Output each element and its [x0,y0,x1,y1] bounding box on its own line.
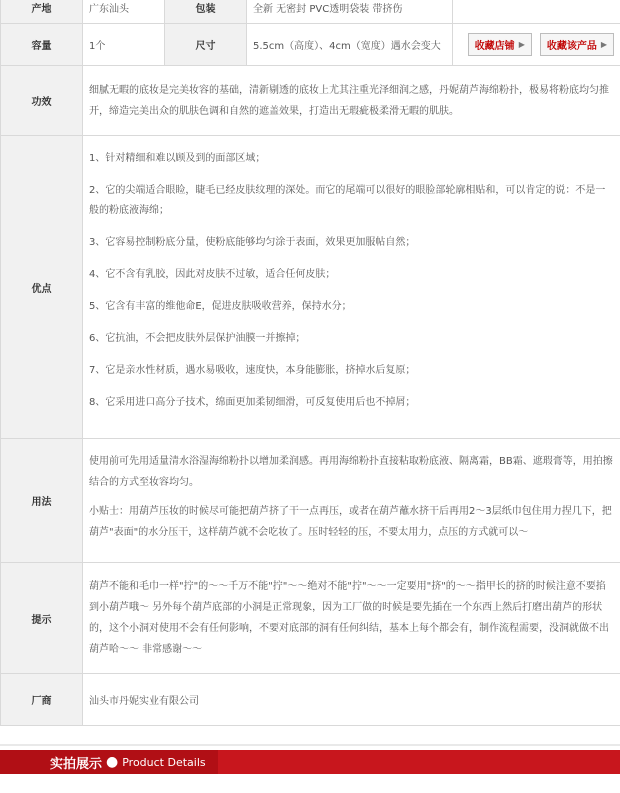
size-value: 5.5cm（高度）、4cm（宽度）遇水会变大 [247,24,453,66]
advantage-item: 3、它容易控制粉底分量，使粉底能够均匀涂于表面，效果更加服帖自然； [89,237,416,248]
row-effect [1,66,620,136]
origin-label: 产地 [1,0,83,24]
favorite-product-button[interactable] [540,33,614,56]
favorite-product-label: 收藏该产品 [546,41,597,52]
divider [0,744,620,746]
advantages-list [83,136,620,439]
maker-label: 厂商 [1,674,83,726]
capacity-label: 容量 [1,24,83,66]
advantage-item: 5、它含有丰富的维他命E，促进皮肤吸收营养，保持水分； [89,301,352,312]
arrow-right-icon: ▶ [600,40,607,49]
favorite-shop-button[interactable] [468,33,532,56]
tips-text: 葫芦不能和毛巾一样"拧"的～～千万不能"拧"～～绝对不能"拧"～～一定要用"挤"的～～指甲长的挤的时候注意不要掐到小葫芦哦～ 另外每个葫芦底部的小洞是正常现象，因为工厂做的时候是要先插在一个东西上然后打磨出葫芦的形状的，这个小洞对使用不会有任何影响，不要对底部的洞有任何纠结，基本上每个都会有，制作流程需要，没洞就做不出葫芦哈～～ 非常感谢～～ [83,563,620,674]
section-banner [0,750,620,774]
row-usage [1,439,620,563]
arrow-right-icon: ▶ [518,40,525,49]
advantages-label: 优点 [1,136,83,439]
advantage-item: 7、它是亲水性材质，遇水易吸收，速度快，本身能膨胀，挤掉水后复原； [89,365,416,376]
row-origin [1,0,620,24]
banner-title-cn: 实拍展示 [50,756,103,772]
favorite-shop-label: 收藏店铺 [474,41,515,52]
favorite-buttons [459,33,614,56]
advantage-item: 8、它采用进口高分子技术，绵面更加柔韧细滑，可反复使用后也不掉屑； [89,397,416,408]
package-label: 包装 [165,0,247,24]
maker-value: 汕头市丹妮实业有限公司 [83,674,620,726]
tips-label: 提示 [1,563,83,674]
row-capacity [1,24,620,66]
row-tips [1,563,620,674]
row-maker [1,674,620,726]
favorite-buttons-cell [453,24,620,66]
effect-text: 细腻无暇的底妆是完美妆容的基础，清新剔透的底妆上尤其注重光泽细润之感，丹妮葫芦海绵粉扑，极易将粉底均匀推开，缔造完美出众的肌肤色调和自然的遮盖效果，打造出无瑕疵极柔滑无暇的肌肤。 [83,66,620,136]
capacity-value: 1个 [83,24,165,66]
effect-label: 功效 [1,66,83,136]
banner-title-en: Product Details [122,755,206,769]
row-advantages [1,136,620,439]
size-label: 尺寸 [165,24,247,66]
usage-tip-paragraph: 小贴士：用葫芦压妆的时候尽可能把葫芦挤了干一点再压，或者在葫芦蘸水挤干后再用2～3层纸巾包住用力捏几下，把葫芦"表面"的水分压干，这样葫芦就不会吃妆了。压时轻轻的压，不要太用力，点压的方式就可以～ [89,505,612,538]
advantage-item: 6、它抗油，不会把皮肤外层保护油膜一并擦掉； [89,333,306,344]
advantage-item: 1、针对精细和难以顾及到的面部区域； [89,153,266,164]
empty-cell [453,0,620,24]
usage-label: 用法 [1,439,83,563]
advantage-item: 4、它不含有乳胶，因此对皮肤不过敏，适合任何皮肤； [89,269,336,280]
banner-tab [0,750,218,774]
origin-value: 广东汕头 [83,0,165,24]
advantage-item: 2、它的尖端适合眼睑，睫毛已经皮肤纹理的深处。而它的尾端可以很好的眼脸部轮廓相贴和，可以肯定的说：不是一般的粉底液海绵； [89,185,606,216]
usage-text [83,439,620,563]
bullet-dot-icon: ● [106,754,119,770]
package-value: 全新 无密封 PVC透明袋装 带挤伤 [247,0,453,24]
usage-paragraph: 使用前可先用适量清水浴湿海绵粉扑以增加柔润感。再用海绵粉扑直接粘取粉底液、隔离霜，BB霜、遮瑕膏等，用拍擦结合的方式至妆容均匀。 [89,455,613,488]
